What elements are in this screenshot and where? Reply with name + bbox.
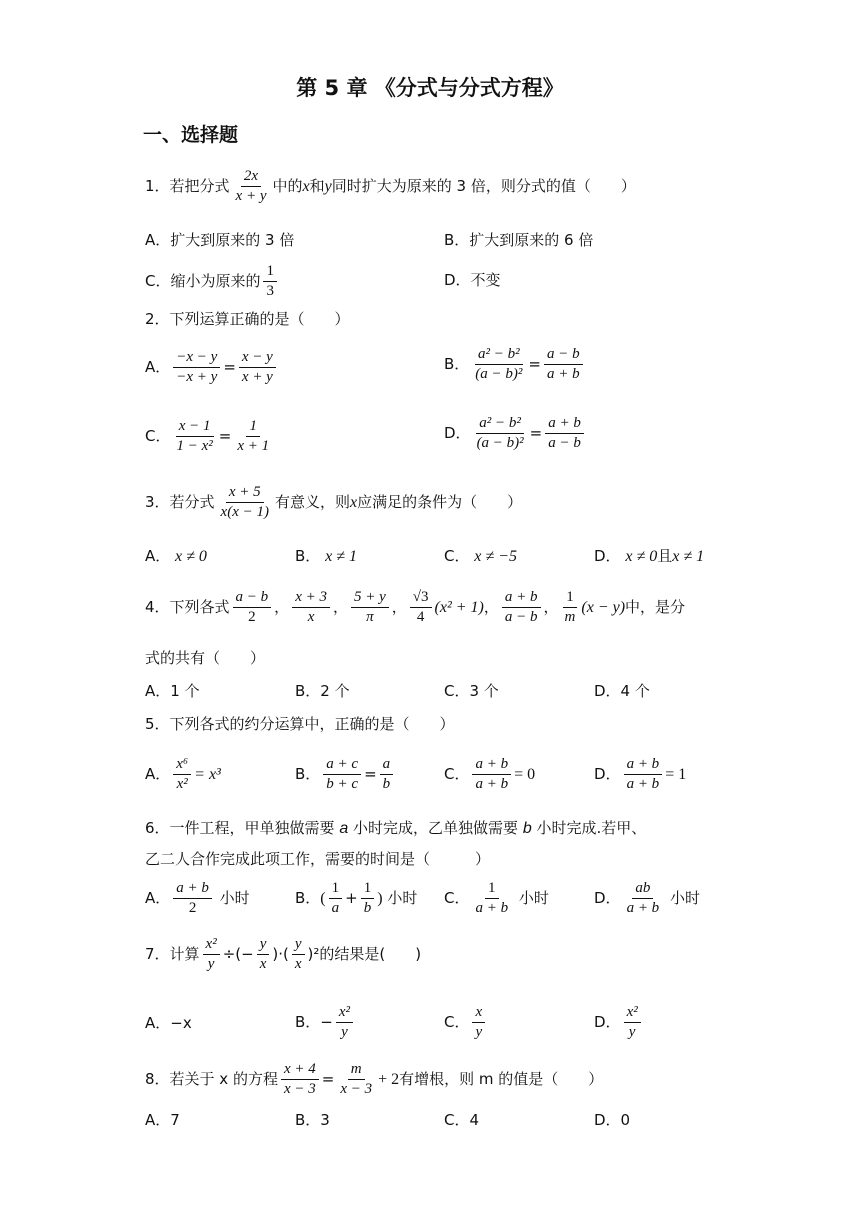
q2-option-c: C． $\frac{x - 1}{\text{1 − x²}}$ = $\frac{1}{x + 1}$ <box>145 418 270 454</box>
q2-option-a: A． $\frac{-x - y}{-x + y}$ = $\frac{x - y}{x + y}$ <box>145 348 279 387</box>
question-5-stem: 5．下列各式的约分运算中，正确的是（ ） <box>145 715 455 733</box>
q1-option-d: D．不变 <box>444 271 501 289</box>
q5-option-d: D． $\frac{a + b}{a + b}$ = 1 <box>594 756 687 792</box>
q7-option-a: A．−x <box>145 1014 192 1032</box>
q6-option-d: D． $\frac{ab}{a + b}$ 小时 <box>594 880 700 916</box>
q4-option-c: C．3 个 <box>444 682 499 700</box>
q1-option-b: B．扩大到原来的 6 倍 <box>444 231 594 249</box>
q5-option-a: A． $\frac{\text{x⁶}}{\text{x²}}$ = x³ <box>145 756 221 792</box>
q5-option-c: C． $\frac{a + b}{a + b}$ = 0 <box>444 756 536 792</box>
question-6-stem: 6．一件工程，甲单独做需要 a 小时完成，乙单独做需要 b 小时完成.若甲、 <box>145 819 647 837</box>
q3-option-c: C． x ≠ −5 <box>444 547 517 565</box>
q8-option-c: C．4 <box>444 1111 480 1129</box>
q8-option-b: B．3 <box>295 1111 330 1129</box>
q2-option-b: B． $\frac{\text{a² − b²}}{\text{(a − b)²}}$ = $\frac{a - b}{a + b}$ <box>444 345 586 384</box>
q8-option-d: D．0 <box>594 1111 631 1129</box>
question-7-stem: 7．计算 $\frac{\text{x²}}{y}$ ÷(− $\frac{y}{x}$ )·( $\frac{y}{x}$ )²的结果是( ) <box>145 936 422 972</box>
q1-option-c: C．缩小为原来的 $\frac{1}{3}$ <box>145 262 280 301</box>
question-8-stem: 8．若关于 x 的方程 $\frac{x + 4}{x - 3}$ = $\frac{m}{x - 3}$ + 2有增根，则 m 的值是（ ） <box>145 1061 604 1097</box>
q4-option-b: B．2 个 <box>295 682 350 700</box>
question-4-stem: 4．下列各式 $\frac{a - b}{2}$ ， $\frac{x + 3}{x}$ ， $\frac{5 + y}{\pi}$ ， $\frac{√3}{4}$ (x² + 1)， $\frac{a + b}{a - b}$ ， $\frac{1}{m}$ (x − y)中，是分 <box>145 589 686 625</box>
q6-option-c: C． $\frac{1}{a + b}$ 小时 <box>444 880 549 916</box>
question-3-stem: 3．若分式 $\frac{x + 5}{x(x - 1)}$ 有意义，则x应满足的条件为（ ） <box>145 484 523 520</box>
q7-option-b: B．− $\frac{\text{x²}}{y}$ <box>295 1003 356 1042</box>
q4-option-a: A．1 个 <box>145 682 200 700</box>
question-6-stem-line2: 乙二人合作完成此项工作，需要的时间是（ ） <box>145 850 491 868</box>
section-heading: 一、选择题 <box>143 124 239 146</box>
q2-option-d: D． $\frac{\text{a² − b²}}{\text{(a − b)²}}$ = $\frac{a + b}{a - b}$ <box>444 414 587 453</box>
q3-option-d: D． x ≠ 0且x ≠ 1 <box>594 547 705 565</box>
question-4-stem-line2: 式的共有（ ） <box>145 649 266 667</box>
q3-option-b: B． x ≠ 1 <box>295 547 357 565</box>
q3-option-a: A． x ≠ 0 <box>145 547 207 565</box>
question-1-stem: 1．若把分式 $\frac{2x}{x + y}$ 中的x和y同时扩大为原来的 3 倍，则分式的值（ ） <box>145 168 636 204</box>
page-title: 第 5 章 《分式与分式方程》 <box>296 76 564 100</box>
q8-option-a: A．7 <box>145 1111 180 1129</box>
question-2-stem: 2．下列运算正确的是（ ） <box>145 310 350 328</box>
q7-option-d: D． $\frac{\text{x²}}{y}$ <box>594 1003 644 1042</box>
fraction: $\frac{2x}{x + y}$ <box>235 168 267 204</box>
q4-option-d: D．4 个 <box>594 682 650 700</box>
q1-option-a: A．扩大到原来的 3 倍 <box>145 231 295 249</box>
q7-option-c: C． $\frac{x}{y}$ <box>444 1003 488 1042</box>
q5-option-b: B． $\frac{a + c}{b + c}$ = $\frac{a}{b}$ <box>295 755 396 794</box>
q6-option-b: B．( $\frac{1}{a}$ + $\frac{1}{b}$ ) 小时 <box>295 880 418 916</box>
q6-option-a: A． $\frac{a + b}{2}$ 小时 <box>145 880 250 916</box>
